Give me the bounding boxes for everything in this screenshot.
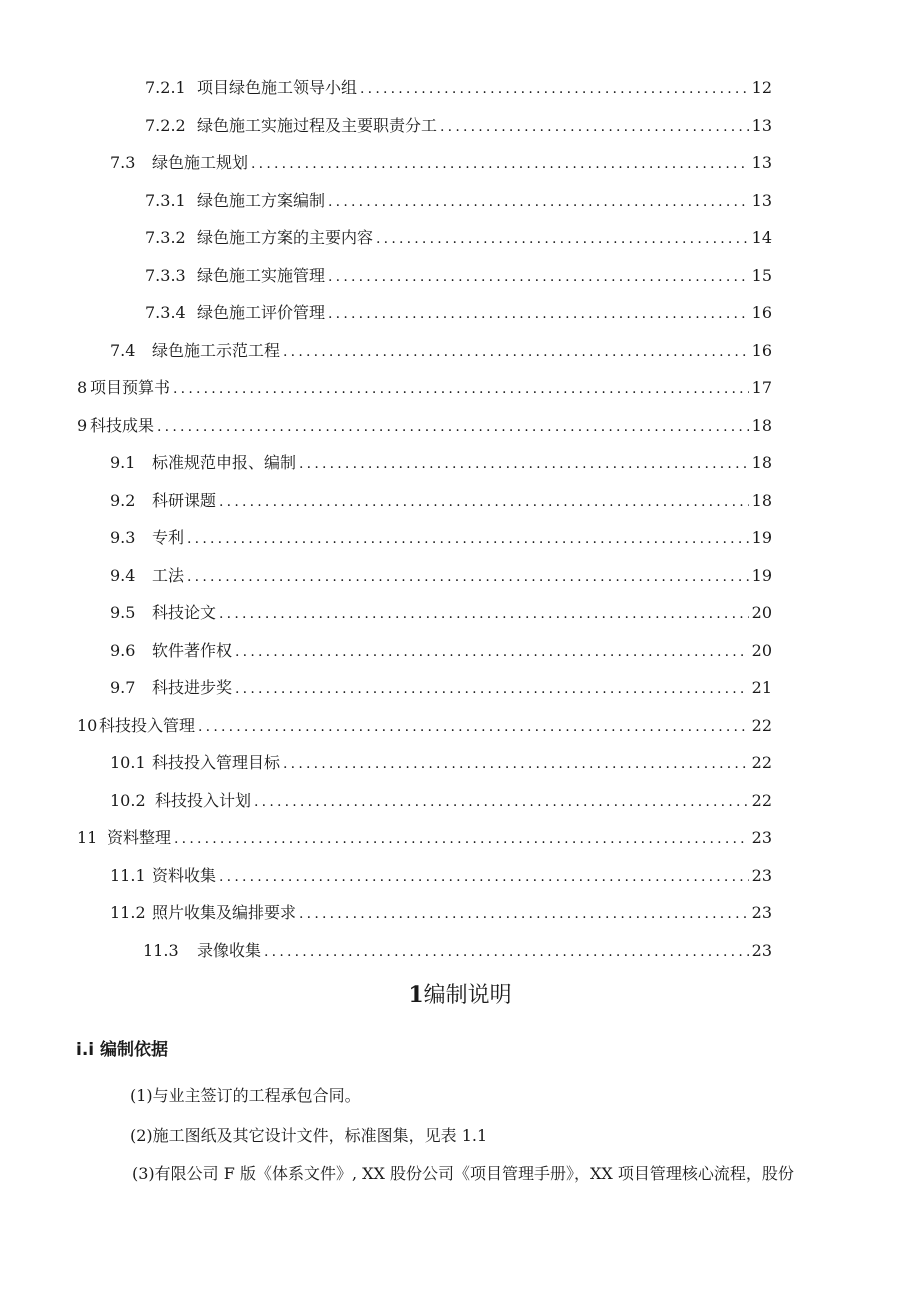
toc-entry-number: 7.2.2 — [145, 116, 186, 135]
chapter-title — [0, 980, 920, 1011]
toc-entry-page: 17 — [751, 378, 772, 397]
toc-entry-title: 绿色施工实施管理 — [197, 266, 326, 285]
chapter-number: 1 — [408, 982, 424, 1008]
toc-entry[interactable] — [110, 452, 772, 474]
toc-entry-title: 科研课题 — [152, 491, 217, 510]
toc-entry-number: 7.3.1 — [145, 191, 186, 210]
toc-entry-number: 7.3.3 — [145, 266, 186, 285]
toc-entry-number: 7.3 — [110, 153, 136, 172]
toc-entry-number: 11.1 — [110, 866, 146, 885]
toc-entry[interactable] — [77, 715, 772, 737]
toc-leader-dots — [328, 303, 749, 325]
toc-entry-number: 9.6 — [110, 641, 136, 660]
toc-entry[interactable] — [77, 377, 772, 399]
toc-leader-dots — [264, 941, 749, 963]
toc-entry-page: 23 — [751, 941, 772, 960]
toc-leader-dots — [251, 153, 749, 175]
toc-entry-title: 绿色施工评价管理 — [197, 303, 326, 322]
toc-entry[interactable] — [77, 415, 772, 437]
toc-entry[interactable] — [110, 677, 772, 699]
body-paragraph: (1)与业主签订的工程承包合同。 — [130, 1086, 361, 1105]
toc-entry-number: 9.7 — [110, 678, 136, 697]
toc-leader-dots — [328, 266, 749, 288]
toc-entry-number: 9.3 — [110, 528, 136, 547]
toc-entry-page: 20 — [751, 603, 772, 622]
toc-leader-dots — [235, 641, 749, 663]
toc-entry[interactable] — [110, 527, 772, 549]
toc-entry-number: 10.1 — [110, 753, 146, 772]
toc-entry-page: 18 — [751, 491, 772, 510]
toc-leader-dots — [174, 828, 749, 850]
toc-entry-page: 23 — [751, 866, 772, 885]
toc-entry-title: 科技进步奖 — [152, 678, 233, 697]
toc-entry[interactable] — [110, 490, 772, 512]
toc-entry-number: 7.4 — [110, 341, 136, 360]
toc-entry-number: 10.2 — [110, 791, 146, 810]
toc-leader-dots — [219, 866, 749, 888]
toc-entry-page: 19 — [751, 528, 772, 547]
toc-entry-number: 11 — [77, 828, 98, 847]
toc-entry-title: 绿色施工方案编制 — [197, 191, 326, 210]
toc-entry-title: 资料整理 — [107, 828, 172, 847]
toc-entry-number: 11.2 — [110, 903, 146, 922]
toc-leader-dots — [254, 791, 749, 813]
toc-entry-title: 科技投入管理 — [99, 716, 196, 735]
toc-entry[interactable] — [110, 565, 772, 587]
toc-leader-dots — [299, 453, 749, 475]
toc-entry[interactable] — [145, 190, 772, 212]
toc-entry-title: 项目预算书 — [90, 378, 171, 397]
toc-entry-page: 19 — [751, 566, 772, 585]
toc-entry-page: 13 — [751, 116, 772, 135]
toc-leader-dots — [198, 716, 749, 738]
toc-entry[interactable] — [145, 265, 772, 287]
toc-entry-page: 12 — [751, 78, 772, 97]
toc-entry-title: 绿色施工方案的主要内容 — [197, 228, 374, 247]
toc-leader-dots — [360, 78, 749, 100]
toc-entry[interactable] — [110, 902, 772, 924]
toc-leader-dots — [376, 228, 749, 250]
toc-entry[interactable] — [145, 227, 772, 249]
body-paragraph: (2)施工图纸及其它设计文件，标准图集，见表 1.1 — [130, 1126, 488, 1145]
toc-leader-dots — [235, 678, 749, 700]
toc-entry-page: 22 — [751, 753, 772, 772]
toc-entry[interactable] — [110, 152, 772, 174]
toc-entry-number: 9.1 — [110, 453, 136, 472]
toc-leader-dots — [283, 341, 749, 363]
toc-entry[interactable] — [143, 940, 772, 962]
toc-leader-dots — [157, 416, 749, 438]
toc-entry-title: 专利 — [152, 528, 185, 547]
toc-entry-title: 科技成果 — [90, 416, 155, 435]
toc-entry-number: 7.3.2 — [145, 228, 186, 247]
toc-entry-title: 科技投入计划 — [155, 791, 252, 810]
toc-entry[interactable] — [110, 640, 772, 662]
toc-leader-dots — [187, 566, 749, 588]
toc-leader-dots — [299, 903, 749, 925]
toc-entry[interactable] — [110, 602, 772, 624]
chapter-title-text: 编制说明 — [423, 983, 512, 1008]
toc-leader-dots — [328, 191, 749, 213]
toc-entry-number: 7.2.1 — [145, 78, 186, 97]
toc-entry-page: 18 — [751, 416, 772, 435]
toc-entry[interactable] — [145, 77, 772, 99]
toc-entry-number: 7.3.4 — [145, 303, 186, 322]
toc-leader-dots — [283, 753, 749, 775]
toc-entry-title: 项目绿色施工领导小组 — [197, 78, 358, 97]
toc-entry-page: 13 — [751, 191, 772, 210]
toc-entry[interactable] — [110, 865, 772, 887]
toc-entry-number: 9.2 — [110, 491, 136, 510]
toc-entry-page: 15 — [751, 266, 772, 285]
toc-entry-number: 9.5 — [110, 603, 136, 622]
toc-entry-page: 18 — [751, 453, 772, 472]
section-heading: i.i 编制依据 — [76, 1040, 169, 1060]
toc-entry[interactable] — [145, 115, 772, 137]
toc-leader-dots — [440, 116, 749, 138]
toc-entry-title: 软件著作权 — [152, 641, 233, 660]
toc-entry-title: 工法 — [152, 566, 185, 585]
toc-entry-page: 13 — [751, 153, 772, 172]
toc-entry[interactable] — [77, 827, 772, 849]
toc-entry-page: 16 — [751, 303, 772, 322]
toc-entry-page: 23 — [751, 828, 772, 847]
toc-entry[interactable] — [110, 752, 772, 774]
toc-entry-title: 绿色施工示范工程 — [152, 341, 281, 360]
toc-entry-number: 9 — [77, 416, 88, 435]
toc-entry-title: 标准规范申报、编制 — [152, 453, 297, 472]
toc-entry-title: 绿色施工实施过程及主要职责分工 — [197, 116, 438, 135]
toc-entry-title: 录像收集 — [197, 941, 262, 960]
toc-entry-page: 22 — [751, 791, 772, 810]
toc-entry-page: 16 — [751, 341, 772, 360]
toc-entry-title: 资料收集 — [152, 866, 217, 885]
toc-entry-number: 9.4 — [110, 566, 136, 585]
toc-leader-dots — [173, 378, 749, 400]
toc-leader-dots — [219, 603, 749, 625]
toc-entry-page: 23 — [751, 903, 772, 922]
toc-entry-page: 20 — [751, 641, 772, 660]
toc-entry[interactable] — [110, 790, 772, 812]
toc-entry[interactable] — [110, 340, 772, 362]
toc-entry-title: 科技论文 — [152, 603, 217, 622]
body-paragraph: (3)有限公司 F 版《体系文件》, XX 股份公司《项目管理手册》，XX 项目管理核心流程，股份 — [132, 1164, 794, 1183]
toc-leader-dots — [219, 491, 749, 513]
toc-entry-title: 照片收集及编排要求 — [152, 903, 297, 922]
toc-entry-page: 21 — [751, 678, 772, 697]
toc-entry-number: 8 — [77, 378, 88, 397]
toc-entry-title: 绿色施工规划 — [152, 153, 249, 172]
toc-leader-dots — [187, 528, 749, 550]
toc-entry-number: 10 — [77, 716, 98, 735]
toc-entry[interactable] — [145, 302, 772, 324]
toc-entry-page: 22 — [751, 716, 772, 735]
toc-entry-number: 11.3 — [143, 941, 179, 960]
toc-entry-page: 14 — [751, 228, 772, 247]
toc-entry-title: 科技投入管理目标 — [152, 753, 281, 772]
